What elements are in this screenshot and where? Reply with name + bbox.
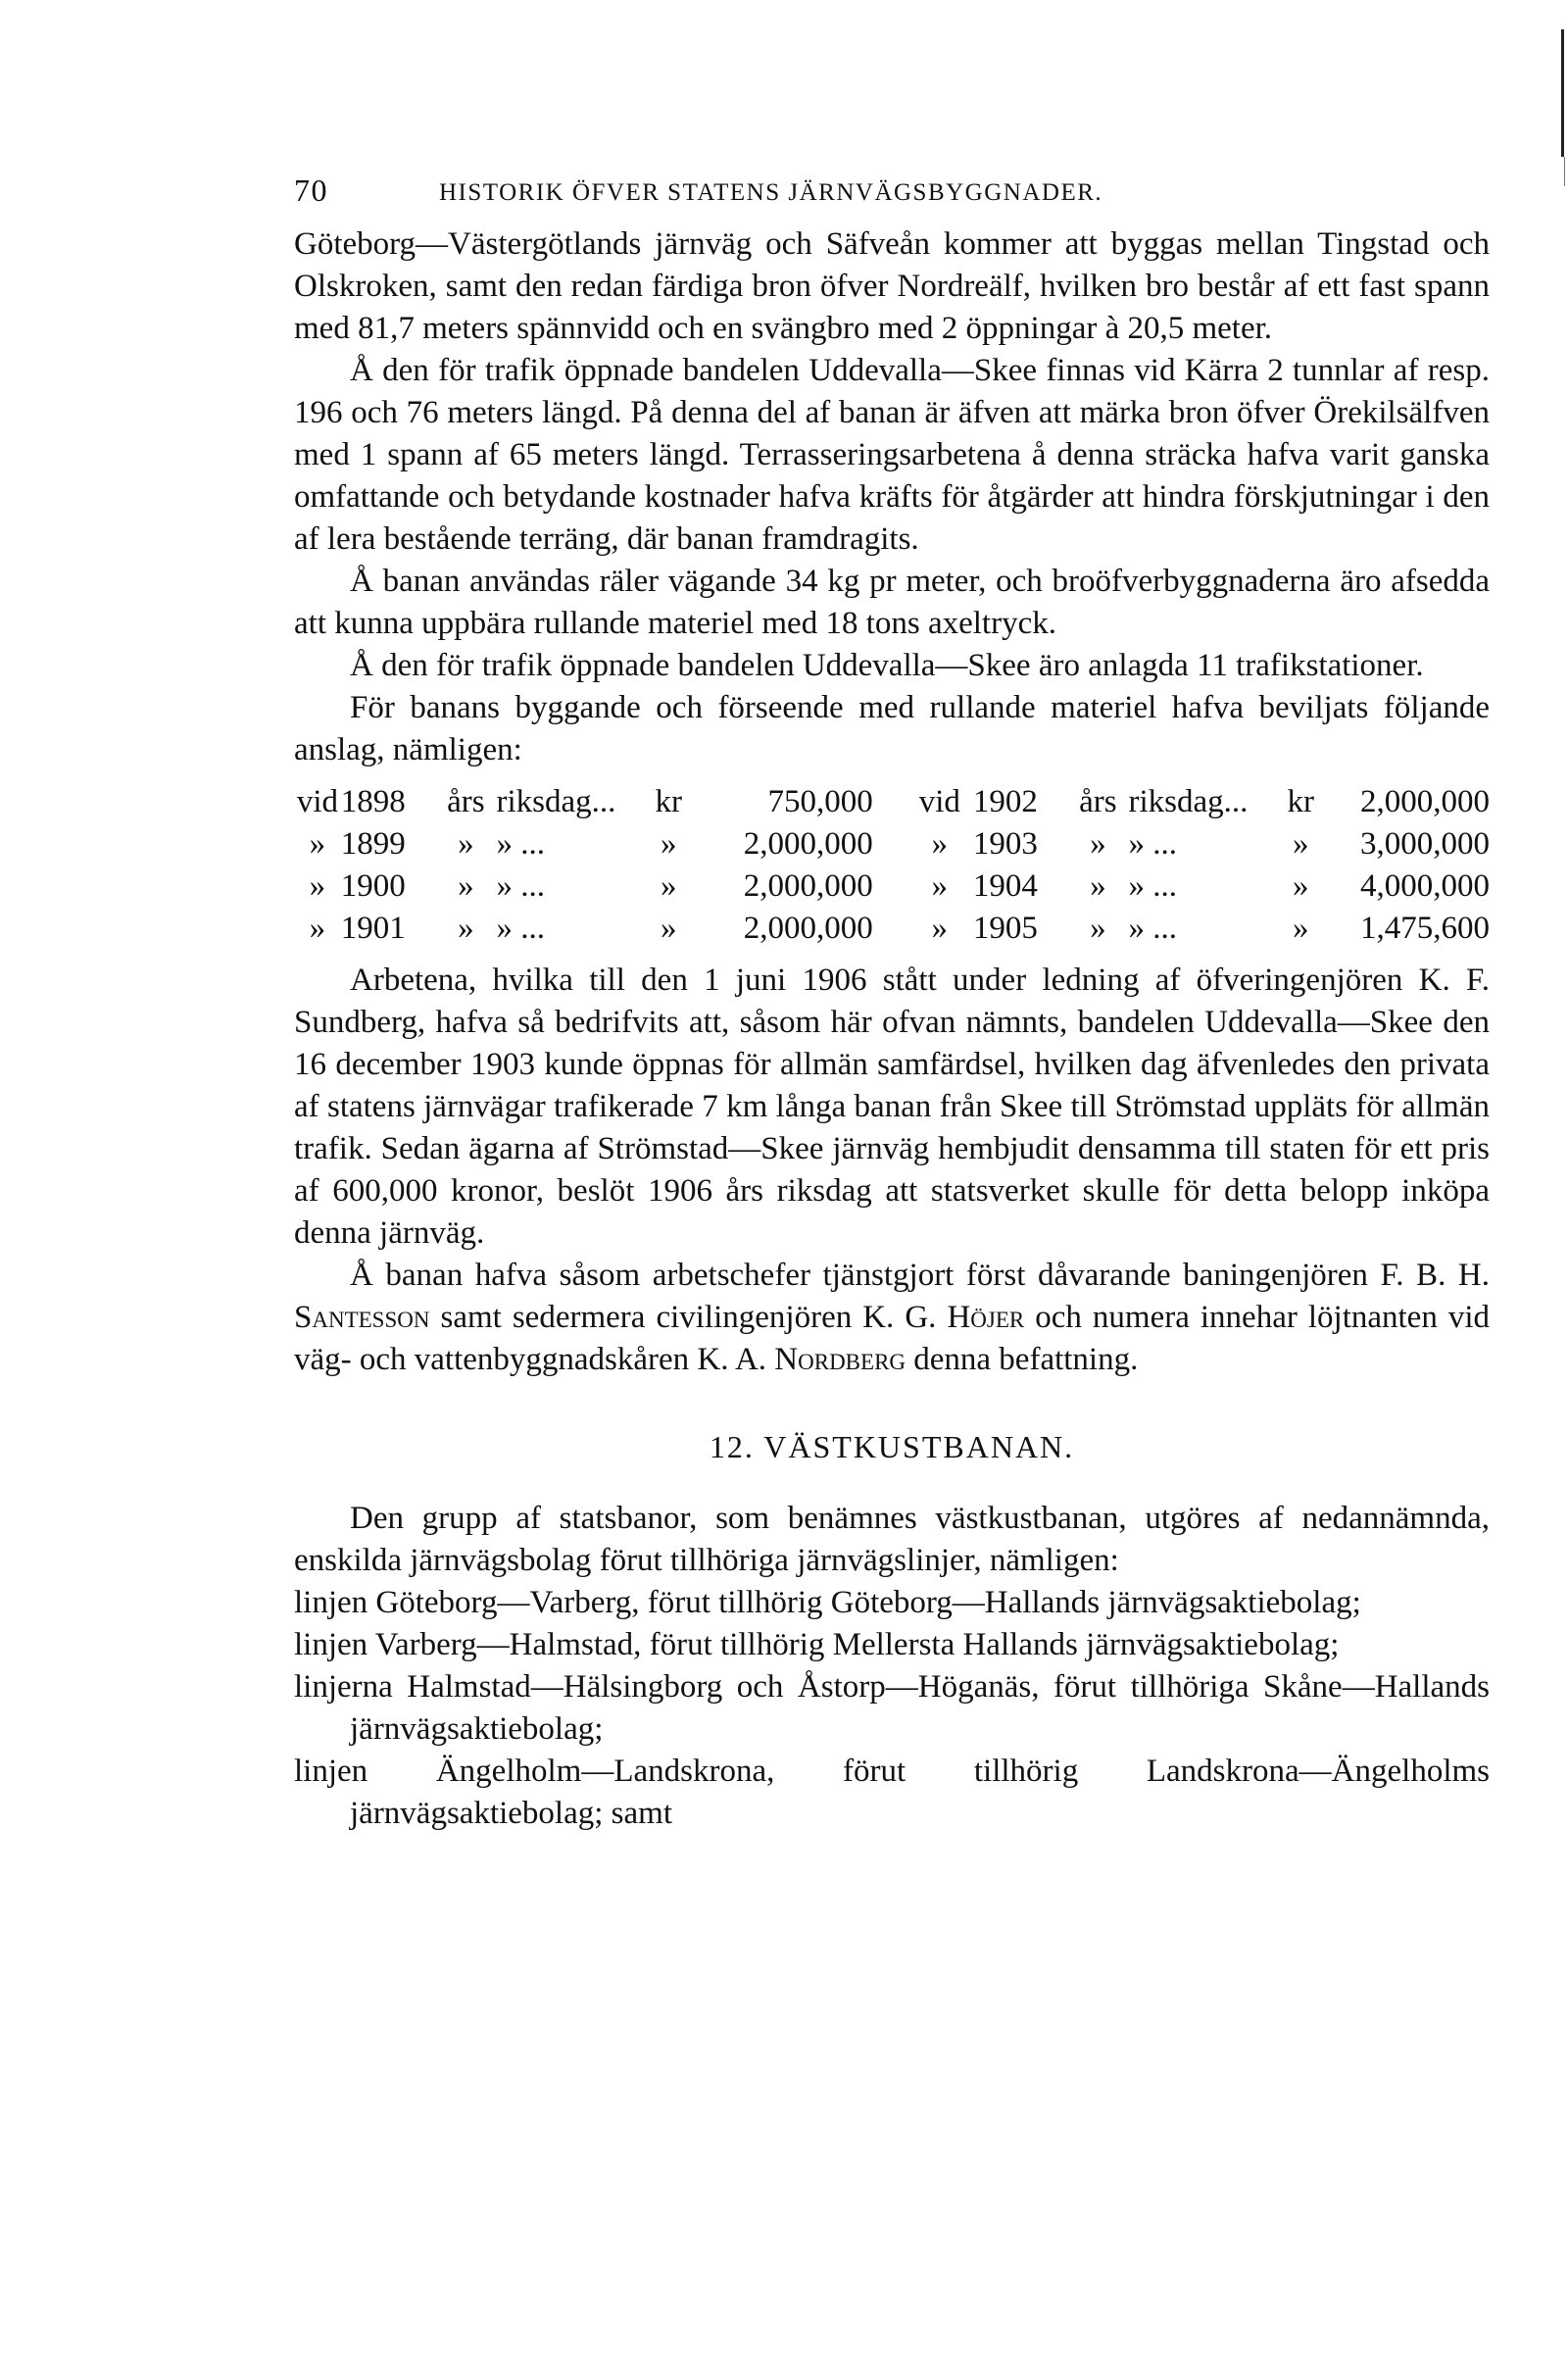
paragraph (294, 1255, 1490, 1381)
line-item: linjen Ängelholm—Landskrona, förut tillhörig Landskrona—Ängelholms järnvägsaktiebolag; samt (294, 1754, 1490, 1831)
grant-label: års (1079, 784, 1117, 819)
scan-edge-mark-faint (1564, 157, 1565, 186)
line-item: linjerna Halmstad—Hälsingborg och Åstorp—Höganäs, förut tillhöriga Skåne—Hallands järnvägsaktiebolag; (294, 1669, 1490, 1747)
paragraph: För banans byggande och förseende med rullande materiel hafva beviljats följande anslag, nämligen: (294, 690, 1490, 767)
grant-word: riksdag... (496, 784, 616, 819)
person-name: Höjer (947, 1300, 1025, 1335)
grant-amount: 2,000,000 (1360, 784, 1490, 819)
text-run: och numera innehar löjtnanten vid väg- och vattenbyggnadskåren K. A. (294, 1300, 1491, 1377)
grant-label: » (458, 911, 474, 946)
grant-amount: 1,475,600 (1360, 911, 1490, 946)
grant-year: 1901 (340, 911, 406, 946)
grant-label: » (458, 868, 474, 904)
grant-year: 1899 (340, 826, 406, 862)
grant-year: 1905 (972, 911, 1038, 946)
grant-currency: kr (655, 784, 682, 819)
grant-word: » ... (1128, 911, 1178, 946)
text-run: samt sedermera civilingenjören K. G. (429, 1300, 948, 1335)
grant-amount: 2,000,000 (743, 826, 873, 862)
grant-currency: » (1292, 868, 1309, 904)
grant-prefix: » (309, 826, 326, 862)
grant-row (294, 908, 1490, 950)
body-text (294, 223, 1490, 1835)
grant-year: 1900 (340, 868, 406, 904)
grant-prefix: » (309, 868, 326, 904)
grant-year: 1904 (972, 868, 1038, 904)
grant-word: » ... (1128, 868, 1178, 904)
section-heading: 12. VÄSTKUSTBANAN. (709, 1429, 1075, 1464)
grant-prefix: » (931, 868, 949, 904)
scan-edge-mark (1561, 29, 1564, 157)
person-name: Santesson (294, 1300, 430, 1335)
paragraph: Arbetena, hvilka till den 1 juni 1906 stått under ledning af öfveringenjören K. F. Sundberg, hafva så bedrifvits att, såsom här ofvan nämnts, bandelen Uddevalla—Skee den 16 december 1903 kunde öppnas för allmän samfärdsel, hvilken dag äfvenledes den privata af statens järnvägar trafikerade 7 km långa banan från Skee till Strömstad uppläts för allmän trafik. Sedan ägarna af Strömstad—Skee järnväg hembjudit densamma till staten för ett pris af 600,000 kronor, beslöt 1906 års riksdag att statsverket skulle för detta belopp inköpa denna järnväg. (294, 963, 1490, 1251)
grant-year: 1903 (972, 826, 1038, 862)
grant-row (294, 823, 1490, 865)
paragraph: Å den för trafik öppnade bandelen Uddevalla—Skee äro anlagda 11 trafikstationer. (350, 648, 1424, 683)
text-run: Å banan hafva såsom arbetschefer tjänstgjort först dåvarande baningenjören F. B. H. (350, 1258, 1490, 1293)
grant-word: » ... (496, 911, 545, 946)
grant-label: » (1090, 826, 1106, 862)
grant-label: » (1090, 868, 1106, 904)
grant-currency: » (660, 826, 677, 862)
grant-amount: 750,000 (767, 784, 873, 819)
paragraph: Å den för trafik öppnade bandelen Uddevalla—Skee finnas vid Kärra 2 tunnlar af resp. 196 och 76 meters längd. På denna del af banan är äfven att märka bron öfver Örekilsälfven med 1 spann af 65 meters längd. Terrasseringsarbetena å denna sträcka hafva varit ganska omfattande och betydande kostnader hafva kräfts för åtgärder att hindra förskjutningar i den af lera bestående terräng, där banan framdragits. (294, 353, 1490, 557)
grant-prefix: vid (296, 784, 338, 819)
grant-currency: » (660, 868, 677, 904)
grant-currency: kr (1287, 784, 1314, 819)
grant-currency: » (1292, 911, 1309, 946)
grant-word: » ... (496, 868, 545, 904)
grant-row (294, 865, 1490, 908)
grant-prefix: » (309, 911, 326, 946)
grant-year: 1902 (972, 784, 1038, 819)
paragraph: Å banan användas räler vägande 34 kg pr meter, och broöfverbyggnaderna äro afsedda att kunna uppbära rullande materiel med 18 tons axeltryck. (294, 564, 1490, 641)
grant-prefix: vid (918, 784, 960, 819)
grant-prefix: » (931, 911, 949, 946)
running-title: HISTORIK ÖFVER STATENS JÄRNVÄGSBYGGNADER. (439, 179, 1103, 206)
person-name: Nordberg (774, 1342, 906, 1377)
grant-word: riksdag... (1128, 784, 1249, 819)
paragraph: Göteborg—Västergötlands järnväg och Säfveån kommer att byggas mellan Tingstad och Olskroken, samt den redan färdiga bron öfver Nordreälf, hvilken bro består af ett fast spann med 81,7 meters spännvidd och en svängbro med 2 öppningar à 20,5 meter. (294, 226, 1490, 346)
section-intro: Den grupp af statsbanor, som benämnes västkustbanan, utgöres af nedannämnda, enskilda järnvägsbolag förut tillhöriga järnvägslinjer, nämligen: (294, 1501, 1490, 1578)
page-number: 70 (294, 173, 328, 208)
grant-year: 1898 (340, 784, 406, 819)
grants-table (294, 781, 1490, 950)
grant-amount: 2,000,000 (743, 911, 873, 946)
grant-currency: » (660, 911, 677, 946)
grant-label: » (1090, 911, 1106, 946)
grant-amount: 3,000,000 (1360, 826, 1490, 862)
text-run: denna befattning. (906, 1342, 1139, 1377)
grant-label: » (458, 826, 474, 862)
line-item: linjen Göteborg—Varberg, förut tillhörig Göteborg—Hallands järnvägsaktiebolag; (294, 1585, 1361, 1620)
grant-prefix: » (931, 826, 949, 862)
grant-row (294, 781, 1490, 823)
grant-word: » ... (1128, 826, 1178, 862)
grant-label: års (447, 784, 485, 819)
grant-amount: 4,000,000 (1360, 868, 1490, 904)
grant-currency: » (1292, 826, 1309, 862)
line-item: linjen Varberg—Halmstad, förut tillhörig Mellersta Hallands järnvägsaktiebolag; (294, 1627, 1340, 1662)
grant-amount: 2,000,000 (743, 868, 873, 904)
grant-word: » ... (496, 826, 545, 862)
